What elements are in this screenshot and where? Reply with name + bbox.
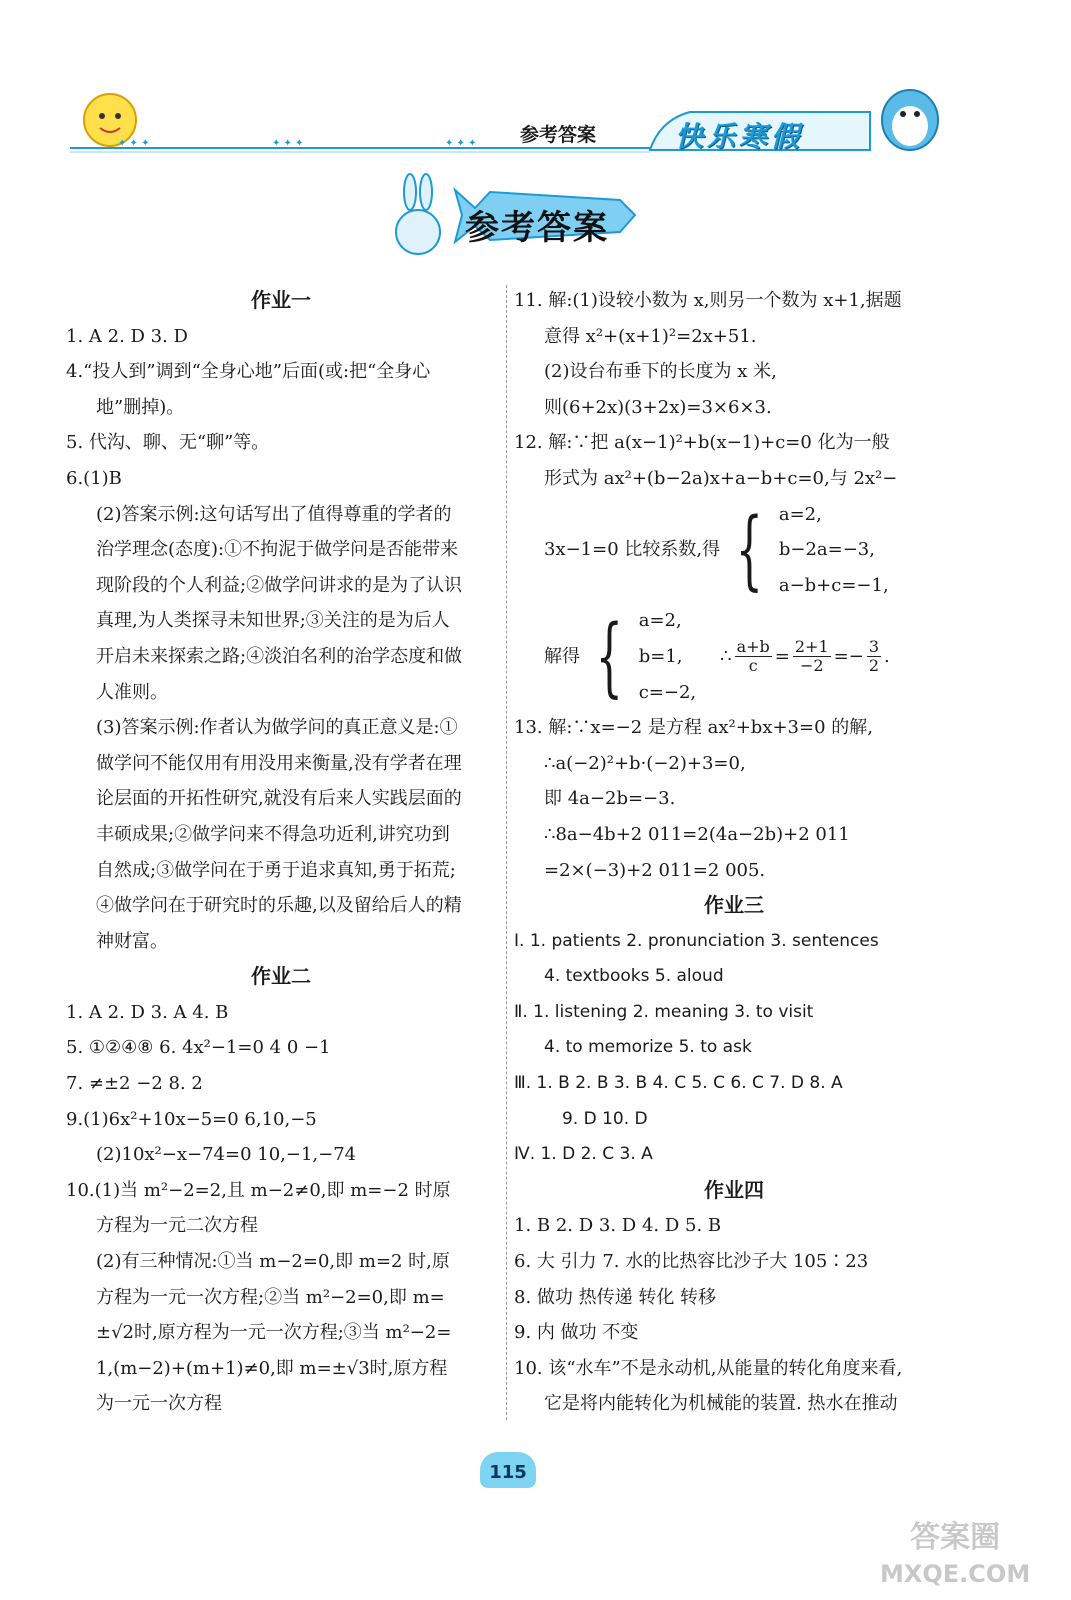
numerator: 3 [868, 637, 879, 657]
answer-line: ∴a(−2)²+b·(−2)+3=0, [544, 752, 746, 774]
page-number: 115 [480, 1452, 536, 1488]
answer-line: 为一元一次方程 [96, 1393, 222, 1415]
denominator: −2 [799, 656, 824, 676]
fraction [735, 638, 772, 675]
system-line: a=2, [638, 610, 682, 632]
answer-line: 6. 大 引力 7. 水的比热容比沙子大 105∶23 [514, 1251, 869, 1273]
denominator: c [748, 656, 758, 676]
answer-line: (3)答案示例:作者认为做学问的真正意义是:① [96, 717, 458, 739]
section-title: 作业二 [251, 964, 311, 989]
hero-title: 参考答案 [465, 208, 609, 248]
answer-line: ④做学问在于研究时的乐趣,以及留给后人的精 [96, 895, 462, 917]
header-title: 参考答案 [520, 124, 597, 146]
answer-line: 地”删掉)。 [96, 396, 185, 418]
answer-line: 做学问不能仅用有用没用来衡量,没有学者在理 [96, 752, 462, 774]
answer-line: 方程为一元二次方程 [96, 1215, 258, 1237]
answer-line: 5. ①②④⑧ 6. 4x²−1=0 4 0 −1 [66, 1037, 331, 1059]
system-line: a−b+c=−1, [778, 574, 889, 596]
answer-line: ±√2时,原方程为一元一次方程;③当 m²−2= [96, 1322, 452, 1344]
fraction-result [720, 638, 890, 675]
watermark-line: 答案圈 [910, 1520, 1001, 1555]
answer-line: 真理,为人类探寻未知世界;③关注的是为后人 [96, 610, 450, 632]
svg-text:✦ ✦ ✦: ✦ ✦ ✦ [118, 138, 150, 149]
right-column [514, 283, 954, 1422]
answer-line: 论层面的开拓性研究,就没有后来人实践层面的 [96, 788, 462, 810]
left-brace-icon: { [595, 606, 624, 707]
answer-line: 9.(1)6x²+10x−5=0 6,10,−5 [66, 1108, 317, 1130]
answer-line: Ⅲ. 1. B 2. B 3. B 4. C 5. C 6. C 7. D 8. A [514, 1073, 843, 1094]
answer-line: 4. to memorize 5. to ask [544, 1037, 752, 1058]
answer-line: 1. B 2. D 3. D 4. D 5. B [514, 1215, 722, 1237]
answer-line: 则(6+2x)(3+2x)=3×6×3. [544, 396, 772, 418]
answer-line: 治学理念(态度):①不拘泥于做学问是否能带来 [96, 539, 459, 561]
answer-line: 8. 做功 热传递 转化 转移 [514, 1286, 717, 1308]
answer-line: 10.(1)当 m²−2=2,且 m−2≠0,即 m=−2 时原 [66, 1179, 451, 1201]
section-title-hw3: 作业三 [704, 893, 764, 918]
system-line: a=2, [778, 503, 822, 525]
question-11 [514, 283, 954, 425]
answer-line: 自然成;③做学问在于勇于追求真知,勇于拓荒; [96, 859, 456, 881]
fraction [867, 638, 881, 675]
answer-line: 即 4a−2b=−3. [544, 788, 676, 810]
answer-line: 13. 解:∵x=−2 是方程 ax²+bx+3=0 的解, [514, 717, 873, 739]
answer-line: 4.“投人到”调到“全身心地”后面(或:把“全身心 [66, 361, 431, 383]
left-brace-icon: { [735, 499, 764, 600]
answer-line: Ⅱ. 1. listening 2. meaning 3. to visit [514, 1001, 814, 1022]
period: . [884, 645, 890, 667]
answer-line: 9. 内 做功 不变 [514, 1322, 639, 1344]
answer-line: 它是将内能转化为机械能的装置. 热水在推动 [544, 1393, 898, 1415]
fraction [793, 638, 831, 675]
left-column [66, 283, 496, 1422]
numerator: 2+1 [794, 637, 829, 657]
answer-line: 5. 代沟、聊、无“聊”等。 [66, 432, 270, 454]
answer-line: 1. A 2. D 3. A 4. B [66, 1001, 229, 1023]
therefore-symbol: ∴ [720, 645, 732, 667]
answer-line: 神财富。 [96, 930, 168, 952]
answer-line: (2)有三种情况:①当 m−2=0,即 m=2 时,原 [96, 1251, 450, 1273]
system-prefix: 解得 [544, 645, 580, 667]
answer-line: 意得 x²+(x+1)²=2x+51. [544, 325, 757, 347]
equals-sign: = [774, 645, 790, 667]
question-12 [514, 425, 954, 710]
answer-line: 形式为 ax²+(b−2a)x+a−b+c=0,与 2x²− [544, 467, 898, 489]
section-title-hw4: 作业四 [704, 1177, 764, 1202]
svg-text:✦ ✦ ✦: ✦ ✦ ✦ [445, 138, 477, 149]
answer-line: 人准则。 [96, 681, 168, 703]
answer-line: 4. textbooks 5. aloud [544, 966, 724, 987]
answer-line: 现阶段的个人利益;②做学问讲求的是为了认识 [96, 574, 463, 596]
answer-line: =2×(−3)+2 011=2 005. [544, 859, 766, 881]
answer-line: (2)10x²−x−74=0 10,−1,−74 [96, 1144, 357, 1166]
equation-system [514, 497, 954, 604]
answer-line: 1. A 2. D 3. D [66, 325, 188, 347]
rabbit-mascot-icon [396, 174, 440, 254]
system-line: b−2a=−3, [778, 539, 875, 561]
watermark [880, 1520, 1030, 1592]
answer-line: 12. 解:∵把 a(x−1)²+b(x−1)+c=0 化为一般 [514, 432, 890, 454]
answer-line: 9. D 10. D [562, 1108, 648, 1129]
answer-line: 11. 解:(1)设较小数为 x,则另一个数为 x+1,据题 [514, 290, 902, 311]
denominator: 2 [868, 656, 879, 676]
penguin-character-icon [882, 90, 938, 150]
svg-text:✦ ✦ ✦: ✦ ✦ ✦ [272, 138, 304, 149]
answer-line: (2)设台布垂下的长度为 x 米, [544, 361, 777, 383]
section-title: 作业一 [251, 288, 311, 312]
answer-line: (2)答案示例:这句话写出了值得尊重的学者的 [96, 503, 452, 525]
answer-line: 1,(m−2)+(m+1)≠0,即 m=±√3时,原方程 [96, 1357, 448, 1379]
answer-line: 丰硕成果;②做学问来不得急功近利,讲究功到 [96, 823, 450, 845]
solution-system [514, 603, 954, 710]
question-13 [514, 710, 954, 888]
watermark-line: MXQE.COM [880, 1560, 1031, 1588]
system-line: c=−2, [638, 681, 697, 703]
answer-line: 10. 该“水车”不是永动机,从能量的转化角度来看, [514, 1357, 903, 1379]
answer-line: ∴8a−4b+2 011=2(4a−2b)+2 011 [544, 823, 850, 845]
hw3-answers [514, 924, 954, 1173]
system-prefix: 3x−1=0 比较系数,得 [544, 539, 721, 561]
answer-line: 7. ≠±2 −2 8. 2 [66, 1073, 203, 1095]
answer-line: Ⅳ. 1. D 2. C 3. A [514, 1144, 653, 1165]
column-divider [506, 285, 507, 1420]
equals-sign: =− [833, 645, 864, 667]
answer-line: 开启未来探索之路;④淡泊名利的治学态度和做 [96, 645, 463, 667]
system-line: b=1, [638, 645, 683, 667]
answer-line: 方程为一元一次方程;②当 m²−2=0,即 m= [96, 1286, 445, 1308]
numerator: a+b [736, 637, 770, 657]
brand-logo: 快乐寒假 [675, 120, 804, 153]
hw4-answers [514, 1208, 954, 1422]
page-header [0, 0, 1071, 170]
answer-line: Ⅰ. 1. patients 2. pronunciation 3. sentences [514, 930, 879, 951]
answer-line: 6.(1)B [66, 467, 122, 489]
